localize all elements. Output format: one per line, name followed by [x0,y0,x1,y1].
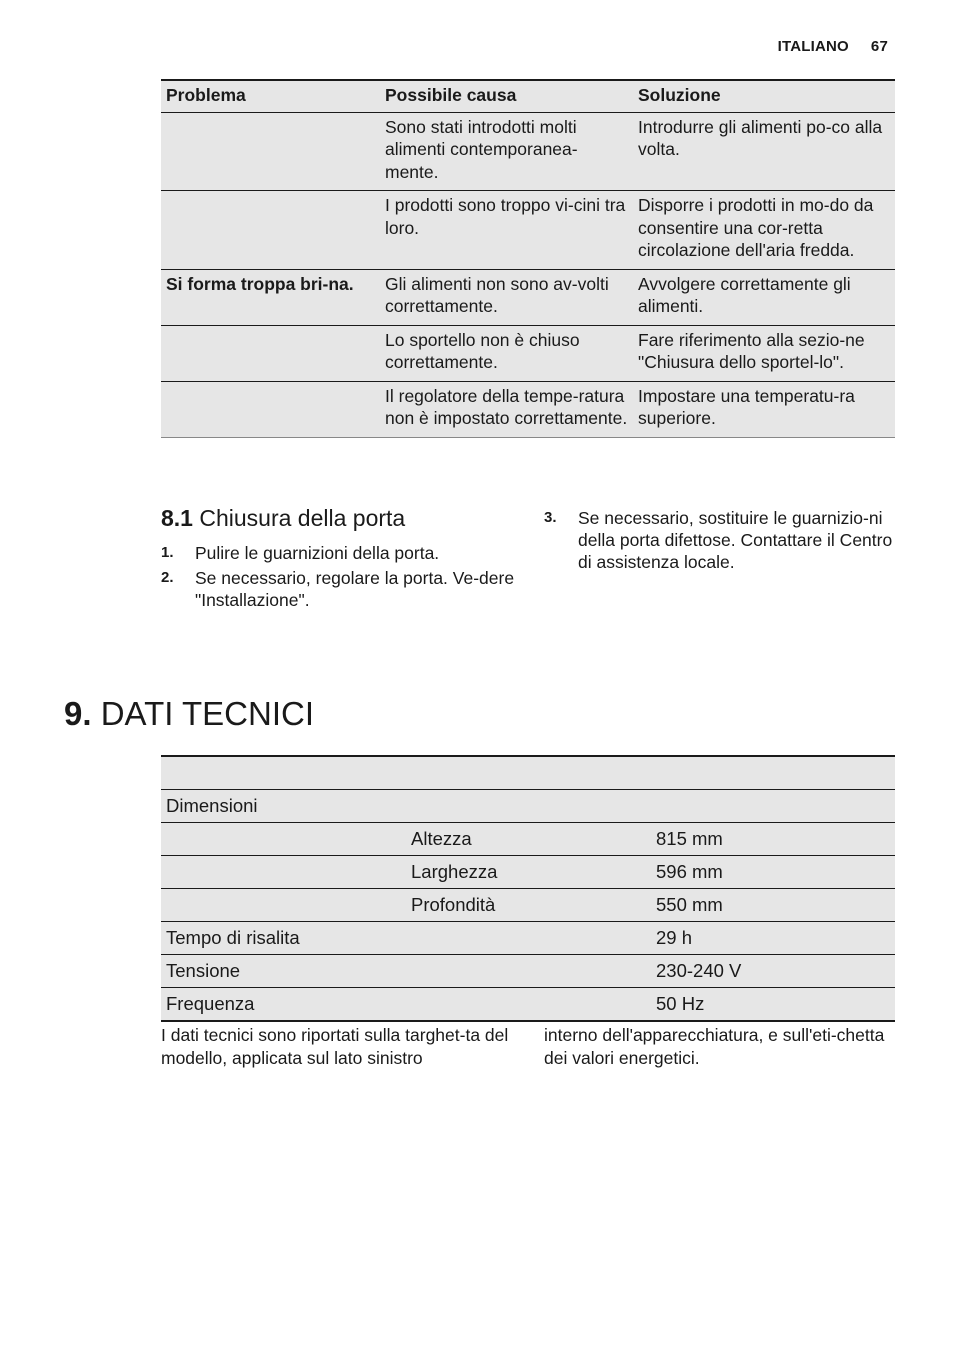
steps-list-right [544,507,896,573]
table-row [161,790,895,823]
step-number: 3. [544,509,557,526]
table-row [161,955,895,988]
technical-data-table [161,755,895,1022]
spec-value: 815 mm [651,823,895,856]
spec-value: 596 mm [651,856,895,889]
section-door-closing [161,505,516,614]
spec-value [651,790,895,823]
problem-cell [161,112,380,191]
section-title: Chiusura della porta [199,505,406,531]
solution-cell: Disporre i prodotti in mo-do da consentire una cor-retta circolazione dell'aria fredda. [633,191,895,270]
spec-sub-label [406,790,651,823]
spec-sub-label [406,756,651,790]
problem-cell: Si forma troppa bri-na. [161,269,380,325]
table-row [161,381,895,437]
spec-sub-label [406,955,651,988]
table-row [161,889,895,922]
troubleshooting-table [161,79,895,438]
footnote-right: interno dell'apparecchiatura, e sull'eti-chetta dei valori energetici. [544,1025,885,1068]
page-number: 67 [870,38,888,55]
problem-cell [161,191,380,270]
spec-label [161,889,406,922]
section-heading [161,505,516,532]
spec-sub-label [406,922,651,955]
step-number: 2. [161,569,174,586]
problem-cell [161,325,380,381]
solution-cell: Impostare una temperatu-ra superiore. [633,381,895,437]
column-header-cause: Possibile causa [380,80,633,112]
list-item [161,542,516,564]
spec-label [161,856,406,889]
page-header [778,38,888,55]
spec-sub-label [406,988,651,1022]
steps-list-left [161,542,516,611]
table-row [161,325,895,381]
section-number: 8.1 [161,505,193,531]
spec-value [651,756,895,790]
cause-cell: Lo sportello non è chiuso correttamente. [380,325,633,381]
language-label: ITALIANO [777,38,849,55]
chapter-number: 9. [64,695,92,732]
spec-label [161,823,406,856]
column-header-solution: Soluzione [633,80,895,112]
solution-cell: Introdurre gli alimenti po-co alla volta. [633,112,895,191]
column-header-problem: Problema [161,80,380,112]
table-header-row [161,80,895,112]
cause-cell: Gli alimenti non sono av-volti correttamente. [380,269,633,325]
table-row [161,922,895,955]
chapter-heading: DATI TECNICI [100,695,314,732]
cause-cell: Il regolatore della tempe-ratura non è impostato correttamente. [380,381,633,437]
step-number: 1. [161,544,174,561]
step-text: Se necessario, sostituire le guarnizio-ni della porta difettose. Contattare il Centro di assistenza locale. [578,508,893,572]
solution-cell: Avvolgere correttamente gli alimenti. [633,269,895,325]
table-row [161,756,895,790]
table-row [161,269,895,325]
list-item [161,567,516,611]
spec-sub-label: Profondità [406,889,651,922]
table-row [161,823,895,856]
cause-cell: Sono stati introdotti molti alimenti contemporanea-mente. [380,112,633,191]
spec-sub-label: Larghezza [406,856,651,889]
step-text: Se necessario, regolare la porta. Ve-dere "Installazione". [195,568,515,610]
table-row [161,191,895,270]
spec-value: 50 Hz [651,988,895,1022]
spec-sub-label: Altezza [406,823,651,856]
steps-column-right [544,507,896,576]
step-text: Pulire le guarnizioni della porta. [195,543,440,563]
table-row [161,988,895,1022]
spec-value: 550 mm [651,889,895,922]
cause-cell: I prodotti sono troppo vi-cini tra loro. [380,191,633,270]
spec-label: Tempo di risalita [161,922,406,955]
spec-value: 29 h [651,922,895,955]
spec-label: Frequenza [161,988,406,1022]
table-row [161,856,895,889]
chapter-title [64,695,314,733]
table-row [161,112,895,191]
list-item [544,507,896,573]
spec-value: 230-240 V [651,955,895,988]
spec-label: Tensione [161,955,406,988]
problem-cell [161,381,380,437]
footnote-left: I dati tecnici sono riportati sulla targhet-ta del modello, applicata sul lato sinistro [161,1025,509,1068]
solution-cell: Fare riferimento alla sezio-ne "Chiusura dello sportel-lo". [633,325,895,381]
spec-label: Dimensioni [161,790,406,823]
spec-label [161,756,406,790]
